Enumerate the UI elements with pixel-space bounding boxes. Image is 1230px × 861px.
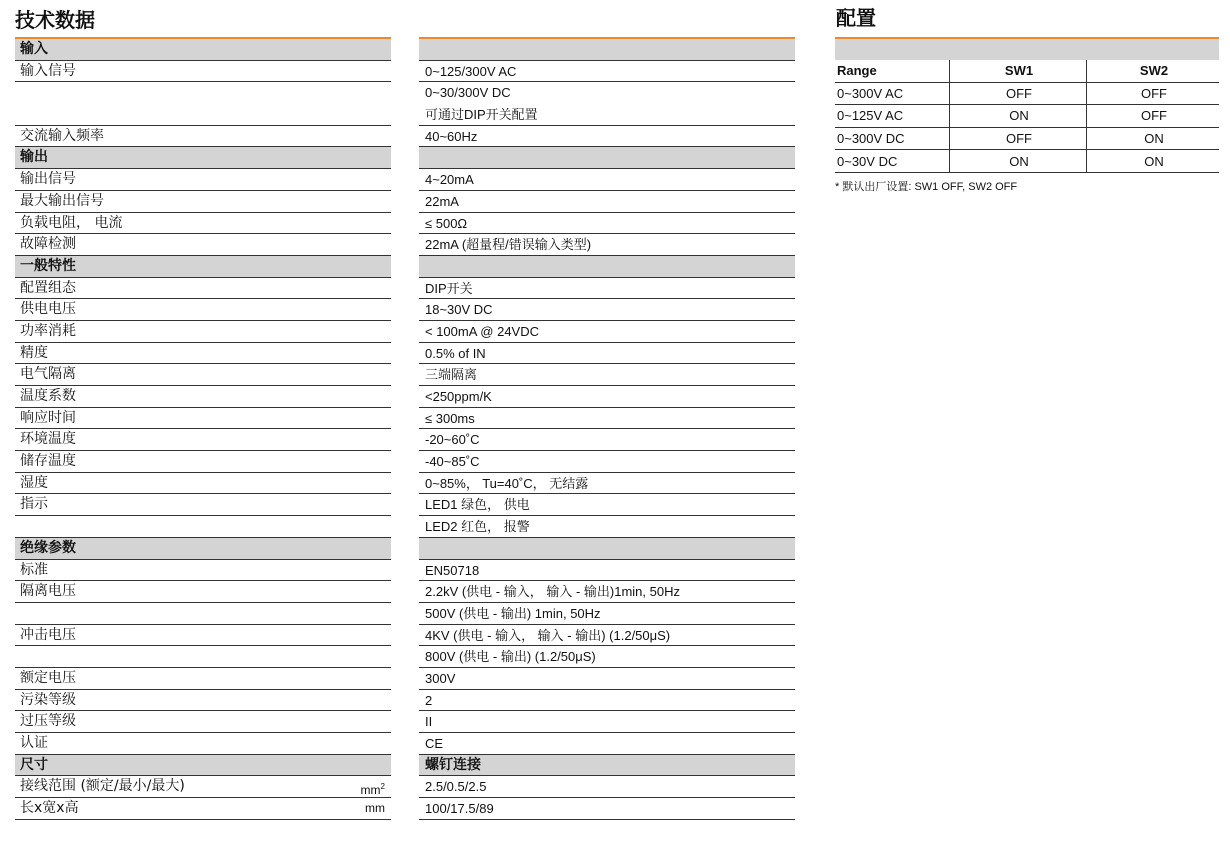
spec-value: CE bbox=[419, 733, 795, 755]
config-switch-cell: OFF bbox=[1087, 82, 1220, 105]
spec-value: 三端隔离 bbox=[419, 364, 795, 386]
config-switch-cell: ON bbox=[950, 150, 1087, 173]
spec-label bbox=[15, 798, 391, 820]
spec-label bbox=[15, 278, 391, 300]
spec-label bbox=[15, 516, 391, 538]
config-table bbox=[835, 39, 1219, 173]
spec-label-text: 一般特性 bbox=[20, 257, 76, 274]
spec-label-text: 湿度 bbox=[20, 474, 48, 491]
config-header-band bbox=[835, 39, 1219, 60]
spec-label bbox=[15, 625, 391, 647]
tech-data-title: 技术数据 bbox=[15, 8, 95, 32]
spec-label bbox=[15, 169, 391, 191]
spec-label-text: 最大输出信号 bbox=[20, 192, 104, 209]
spec-label bbox=[15, 603, 391, 625]
spec-label bbox=[15, 104, 391, 126]
spec-value: 500V (供电 - 输出) 1min, 50Hz bbox=[419, 603, 795, 625]
section-header-value bbox=[419, 538, 795, 560]
spec-label-text: 响应时间 bbox=[20, 409, 76, 426]
spec-value: -20~60˚C bbox=[419, 429, 795, 451]
section-header bbox=[15, 538, 391, 560]
section-header-value: 螺钉连接 bbox=[419, 755, 795, 777]
config-switch-cell: OFF bbox=[1087, 105, 1220, 128]
spec-label bbox=[15, 61, 391, 83]
spec-label-text: 温度系数 bbox=[20, 388, 76, 404]
spec-label-text: 输入信号 bbox=[20, 62, 76, 79]
unit-label bbox=[361, 776, 385, 798]
spec-label bbox=[15, 668, 391, 690]
section-header bbox=[15, 256, 391, 278]
spec-label-text: 过压等级 bbox=[20, 713, 76, 730]
config-switch-cell: ON bbox=[1087, 150, 1220, 173]
spec-value: -40~85˚C bbox=[419, 451, 795, 473]
section-header-value bbox=[419, 39, 795, 61]
spec-label bbox=[15, 494, 391, 516]
spec-value: 800V (供电 - 输出) (1.2/50μS) bbox=[419, 646, 795, 668]
config-range-cell: 0~300V AC bbox=[835, 82, 950, 105]
config-range-cell: 0~125V AC bbox=[835, 105, 950, 128]
spec-label bbox=[15, 733, 391, 755]
config-switch-cell: ON bbox=[1087, 127, 1220, 150]
spec-label bbox=[15, 581, 391, 603]
section-header-value bbox=[419, 256, 795, 278]
spec-label-text: 额定电压 bbox=[20, 669, 76, 686]
label-column bbox=[15, 39, 391, 820]
unit-text: mm bbox=[365, 801, 385, 816]
spec-label-text: 隔离电压 bbox=[20, 583, 76, 600]
value-column bbox=[419, 39, 795, 820]
spec-value: 22mA bbox=[419, 191, 795, 213]
config-row bbox=[835, 127, 1219, 150]
spec-value: 0~85%， Tu=40˚C， 无结露 bbox=[419, 473, 795, 495]
spec-label-text: 输入 bbox=[20, 41, 48, 57]
spec-value: 可通过DIP开关配置 bbox=[419, 104, 795, 126]
spec-label bbox=[15, 299, 391, 321]
spec-value: 4~20mA bbox=[419, 169, 795, 191]
spec-label-text: 电气隔离 bbox=[20, 366, 76, 383]
spec-value: 0~30/300V DC bbox=[425, 85, 511, 101]
spec-value: < 100mA @ 24VDC bbox=[419, 321, 795, 343]
spec-value: DIP开关 bbox=[419, 278, 795, 300]
spec-label-text: 负载电阻， 电流 bbox=[20, 214, 123, 231]
unit-label bbox=[365, 798, 385, 819]
spec-label-text: 交流输入频率 bbox=[20, 127, 104, 144]
config-header-range: Range bbox=[835, 60, 950, 82]
spec-label-text: 环境温度 bbox=[20, 431, 76, 448]
config-title: 配置 bbox=[836, 6, 876, 30]
spec-value: 40~60Hz bbox=[419, 126, 795, 148]
spec-label bbox=[15, 234, 391, 256]
spec-value: LED2 红色， 报警 bbox=[419, 516, 795, 538]
spec-label bbox=[15, 776, 391, 798]
spec-value: II bbox=[419, 711, 795, 733]
spec-label-text: 绝缘参数 bbox=[20, 539, 76, 556]
spec-label-text: 输出信号 bbox=[20, 171, 76, 188]
spec-value: <250ppm/K bbox=[419, 386, 795, 408]
section-header bbox=[15, 39, 391, 61]
config-switch-cell: OFF bbox=[950, 127, 1087, 150]
config-row bbox=[835, 82, 1219, 105]
spec-label-text: 供电电压 bbox=[20, 301, 76, 318]
spec-label-text: 故障检测 bbox=[20, 236, 76, 253]
spec-label bbox=[15, 321, 391, 343]
config-header-sw1: SW1 bbox=[950, 60, 1087, 82]
spec-label-text: 污染等级 bbox=[20, 691, 76, 708]
spec-label-text: 储存温度 bbox=[20, 453, 76, 470]
spec-label bbox=[15, 429, 391, 451]
spec-label-text: 长x宽x高 bbox=[20, 800, 79, 817]
section-header-value bbox=[419, 147, 795, 169]
section-header bbox=[15, 755, 391, 777]
config-header-sw2: SW2 bbox=[1087, 60, 1220, 82]
spec-label bbox=[15, 690, 391, 712]
unit-text: mm bbox=[360, 783, 381, 798]
spec-label-text: 指示 bbox=[20, 496, 48, 513]
spec-label-text: 输出 bbox=[20, 149, 48, 166]
spec-label bbox=[15, 451, 391, 473]
config-switch-cell: OFF bbox=[950, 82, 1087, 105]
spec-label-text: 功率消耗 bbox=[20, 322, 76, 339]
spec-label-text: 冲击电压 bbox=[20, 626, 76, 643]
spec-label bbox=[15, 711, 391, 733]
spec-label bbox=[15, 364, 391, 386]
spec-value: 2 bbox=[419, 690, 795, 712]
spec-label bbox=[15, 191, 391, 213]
config-range-cell: 0~300V DC bbox=[835, 127, 950, 150]
spec-value: 300V bbox=[419, 668, 795, 690]
spec-label bbox=[15, 386, 391, 408]
config-row bbox=[835, 105, 1219, 128]
spec-value: 4KV (供电 - 输入， 输入 - 输出) (1.2/50μS) bbox=[419, 625, 795, 647]
spec-value: 0.5% of IN bbox=[419, 343, 795, 365]
spec-label-text: 配置组态 bbox=[20, 279, 76, 296]
spec-value: 0~125/300V AC bbox=[419, 61, 795, 83]
spec-value: LED1 绿色， 供电 bbox=[419, 494, 795, 516]
spec-value: 18~30V DC bbox=[419, 299, 795, 321]
spec-label bbox=[15, 646, 391, 668]
spec-label bbox=[15, 408, 391, 430]
spec-value: ≤ 500Ω bbox=[419, 213, 795, 235]
spec-label-text: 接线范围 (额定/最小/最大) bbox=[20, 778, 185, 795]
spec-value: EN50718 bbox=[419, 560, 795, 582]
spec-label bbox=[15, 560, 391, 582]
spec-value: ≤ 300ms bbox=[419, 408, 795, 430]
spec-label bbox=[15, 343, 391, 365]
spec-label bbox=[15, 213, 391, 235]
config-range-cell: 0~30V DC bbox=[835, 150, 950, 173]
default-setting-note: * 默认出厂设置: SW1 OFF, SW2 OFF bbox=[835, 181, 1018, 193]
spec-label-text: 认证 bbox=[20, 735, 48, 751]
spec-label-text: 精度 bbox=[20, 344, 48, 361]
spec-value: 2.2kV (供电 - 输入， 输入 - 输出)1min, 50Hz bbox=[419, 581, 795, 603]
spec-label-text: 尺寸 bbox=[20, 756, 48, 773]
spec-label bbox=[15, 126, 391, 148]
config-switch-cell: ON bbox=[950, 105, 1087, 128]
spec-label bbox=[15, 473, 391, 495]
section-header bbox=[15, 147, 391, 169]
spec-label bbox=[15, 82, 391, 104]
unit-superscript: 2 bbox=[380, 782, 385, 792]
config-header-row bbox=[835, 60, 1219, 82]
config-row bbox=[835, 150, 1219, 173]
spec-value: 22mA (超量程/错误输入类型) bbox=[419, 234, 795, 256]
spec-label-text: 标准 bbox=[20, 561, 48, 578]
spec-value: 100/17.5/89 bbox=[419, 798, 795, 820]
spec-value: 2.5/0.5/2.5 bbox=[419, 776, 795, 798]
